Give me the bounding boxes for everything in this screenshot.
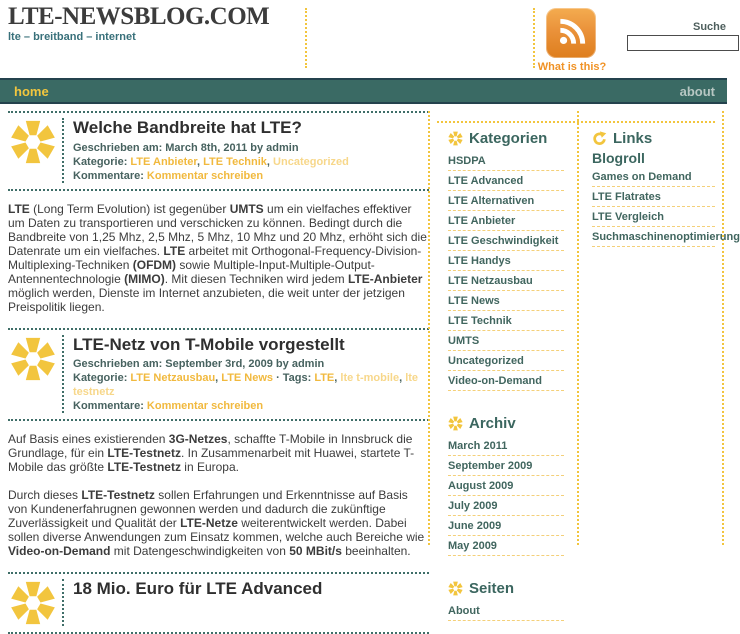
sidebar-column-1 — [448, 128, 564, 622]
sidebar-section-archiv — [448, 415, 564, 556]
sidebar-item[interactable]: July 2009 — [448, 497, 564, 516]
article-paragraph: Durch dieses LTE-Testnetz sollen Erfahrungen und Erkenntnisse auf Basis von Kundenerfahrugnen gewonnen werden und dadurch die zukünftige Zuverlässigkeit und Qualität der LTE-Netze weiterentwickelt werden. Dabei sollen diverse Anwendungen zum Einsatz kommen, welche auch Bereiche wie Video-on-Demand mit Datengeschwindigkeiten von 50 MBit/s beeinhalten. — [8, 488, 425, 559]
asterisk-icon — [448, 581, 463, 596]
article-categories — [73, 371, 429, 399]
sidebar-item[interactable]: LTE Handys — [448, 252, 564, 271]
rss-glyph — [554, 16, 588, 50]
article-title[interactable]: 18 Mio. Euro für LTE Advanced — [73, 579, 323, 599]
sidebar-item[interactable]: LTE Alternativen — [448, 192, 564, 211]
comments-label: Kommentare: — [73, 169, 144, 182]
sidebar-heading-label: Kategorien — [469, 130, 548, 147]
meta-link[interactable]: LTE Anbieter — [130, 155, 198, 168]
sidebar-list-kategorien — [448, 152, 564, 391]
comments-link[interactable]: Kommentar schreiben — [146, 400, 264, 413]
sidebar-heading-label: Links — [613, 130, 653, 147]
sidebar-heading-label: Archiv — [469, 415, 516, 432]
article-header — [8, 328, 429, 422]
asterisk-icon — [10, 119, 56, 165]
written-value: March 8th, 2011 by admin — [165, 141, 299, 154]
header-dotted-divider — [62, 118, 64, 183]
sidebar-dotted-divider — [722, 111, 724, 545]
nav-about[interactable]: about — [679, 83, 715, 99]
sidebar-item[interactable]: About — [448, 602, 564, 621]
sidebar-list-archiv — [448, 437, 564, 556]
sidebar-item[interactable]: Suchmaschinenoptimierung — [592, 228, 715, 247]
site-logo[interactable] — [8, 4, 269, 43]
sidebar-item[interactable]: Video-on-Demand — [448, 372, 564, 391]
sidebar-item[interactable]: Games on Demand — [592, 168, 715, 187]
sidebar-section-kategorien — [448, 130, 564, 391]
article-header-text — [73, 579, 429, 626]
meta-link[interactable]: LTE News — [221, 372, 274, 385]
article-header — [8, 111, 429, 191]
search-label: Suche — [692, 21, 726, 33]
sidebar-heading — [448, 415, 564, 432]
sidebar-item[interactable]: LTE Flatrates — [592, 188, 715, 207]
sidebar-item[interactable]: LTE Technik — [448, 312, 564, 331]
article-byline — [73, 357, 429, 371]
header-dotted-divider — [62, 579, 64, 626]
written-value: September 3rd, 2009 by admin — [165, 358, 325, 371]
sidebar-top-divider — [437, 121, 715, 123]
sidebar-item[interactable]: May 2009 — [448, 537, 564, 556]
sidebar-item[interactable]: LTE Advanced — [448, 172, 564, 191]
blogroll-subheading: Blogroll — [592, 150, 645, 166]
article-categories — [73, 155, 429, 169]
sidebar-list-blogroll — [592, 168, 740, 247]
article-title[interactable]: Welche Bandbreite hat LTE? — [73, 118, 302, 137]
site-tagline: lte – breitband – internet — [8, 31, 136, 44]
meta-link[interactable]: LTE Technik — [203, 155, 267, 168]
meta-link[interactable]: LTE Netzausbau — [130, 372, 216, 385]
article — [8, 328, 429, 559]
article-header-text — [73, 335, 429, 414]
sidebar-heading-label: Seiten — [469, 580, 515, 597]
sidebar-item[interactable]: HSDPA — [448, 152, 564, 171]
sidebar-item[interactable]: UMTS — [448, 332, 564, 351]
asterisk-icon — [448, 131, 463, 146]
article-header-text — [73, 118, 429, 183]
sidebar-dotted-divider — [577, 111, 579, 545]
sidebar-item[interactable]: LTE Geschwindigkeit — [448, 232, 564, 251]
written-label: Geschrieben am: — [73, 141, 163, 154]
comments-link[interactable]: Kommentar schreiben — [146, 169, 264, 182]
rss-icon[interactable] — [546, 8, 596, 58]
nav-home[interactable]: home — [14, 83, 49, 99]
written-label: Geschrieben am: — [73, 358, 163, 371]
article-comments — [73, 399, 429, 413]
article — [8, 572, 429, 634]
asterisk-icon — [10, 336, 56, 382]
sidebar-item[interactable]: Uncategorized — [448, 352, 564, 371]
category-links: LTE Anbieter, LTE Technik, Uncategorized — [130, 155, 349, 168]
article-comments — [73, 169, 429, 183]
sidebar-item[interactable]: LTE Netzausbau — [448, 272, 564, 291]
sidebar-item[interactable]: LTE Anbieter — [448, 212, 564, 231]
sidebar-section-links — [592, 130, 740, 247]
category-label: Kategorie: — [73, 155, 128, 168]
category-links: LTE Netzausbau, LTE News — [130, 372, 274, 385]
sidebar-heading — [448, 130, 564, 147]
sidebar-heading — [448, 580, 564, 597]
sidebar-list-seiten — [448, 602, 564, 621]
article-paragraph: Auf Basis eines existierenden 3G-Netzes, schaffte T-Mobile in Innsbruck die Grundlage, für ein LTE-Testnetz. In Zusammenarbeit mit Huawei, startete T-Mobile das größte LTE-Testnetz in Europa. — [8, 432, 415, 475]
header-dotted-divider — [305, 8, 307, 68]
article-header — [8, 572, 429, 634]
sidebar-item[interactable]: June 2009 — [448, 517, 564, 536]
sidebar-item[interactable]: LTE Vergleich — [592, 208, 715, 227]
article-paragraph: LTE (Long Term Evolution) ist gegenüber UMTS um ein vielfaches effektiver um Daten zu transportieren und verschicken zu können. Bedingt durch die Bandbreite von 1,25 Mhz, 2,5 Mhz, 5 Mhz, 10 Mhz und 20 Mhz, erhöht sich die Datenrate um ein vielfaches. LTE arbeitet mit Orthogonal-Frequency-Division-Multiplexing-Techniken (OFDM) sowie Multiple-Input-Multiple-Output-Antennentechnologie (MIMO). Mit diesen Techniken wird jedem LTE-Anbieter möglich werden, Dienste im Internet anzubieten, die weit unter der jetzigen Preispolitik liegen. — [8, 201, 427, 314]
comments-label: Kommentare: — [73, 400, 144, 413]
sidebar-section-seiten — [448, 580, 564, 621]
sidebar-heading — [592, 130, 715, 147]
sidebar-item[interactable]: August 2009 — [448, 477, 564, 496]
meta-link[interactable]: Uncategorized — [273, 155, 349, 168]
circular-arrow-icon — [592, 131, 607, 146]
article — [8, 111, 429, 314]
sidebar-item[interactable]: September 2009 — [448, 457, 564, 476]
asterisk-icon — [448, 416, 463, 431]
articles-column — [8, 111, 429, 634]
sidebar-item[interactable]: LTE News — [448, 292, 564, 311]
rss-what-is-this-link[interactable]: What is this? — [537, 61, 607, 73]
main-nav — [0, 78, 727, 104]
header-dotted-divider — [533, 8, 535, 68]
tag-links: LTE, lte t-mobile, lte testnetz — [73, 372, 419, 399]
site-title[interactable]: LTE-NEWSBLOG.COM — [8, 3, 270, 30]
meta-link[interactable]: lte testnetz — [73, 372, 419, 399]
sidebar-column-2 — [592, 128, 740, 248]
asterisk-icon — [10, 580, 56, 626]
header-dotted-divider — [62, 335, 64, 414]
category-label: Kategorie: — [73, 372, 128, 385]
article-byline — [73, 141, 429, 155]
tags-label: · Tags: — [276, 372, 312, 385]
sidebar-item[interactable]: March 2011 — [448, 437, 564, 456]
meta-link[interactable]: LTE — [314, 372, 335, 385]
sidebar-dotted-divider — [428, 111, 430, 545]
search-input[interactable] — [627, 35, 739, 51]
meta-link[interactable]: lte t-mobile — [340, 372, 400, 385]
article-title[interactable]: LTE-Netz von T-Mobile vorgestellt — [73, 334, 345, 354]
